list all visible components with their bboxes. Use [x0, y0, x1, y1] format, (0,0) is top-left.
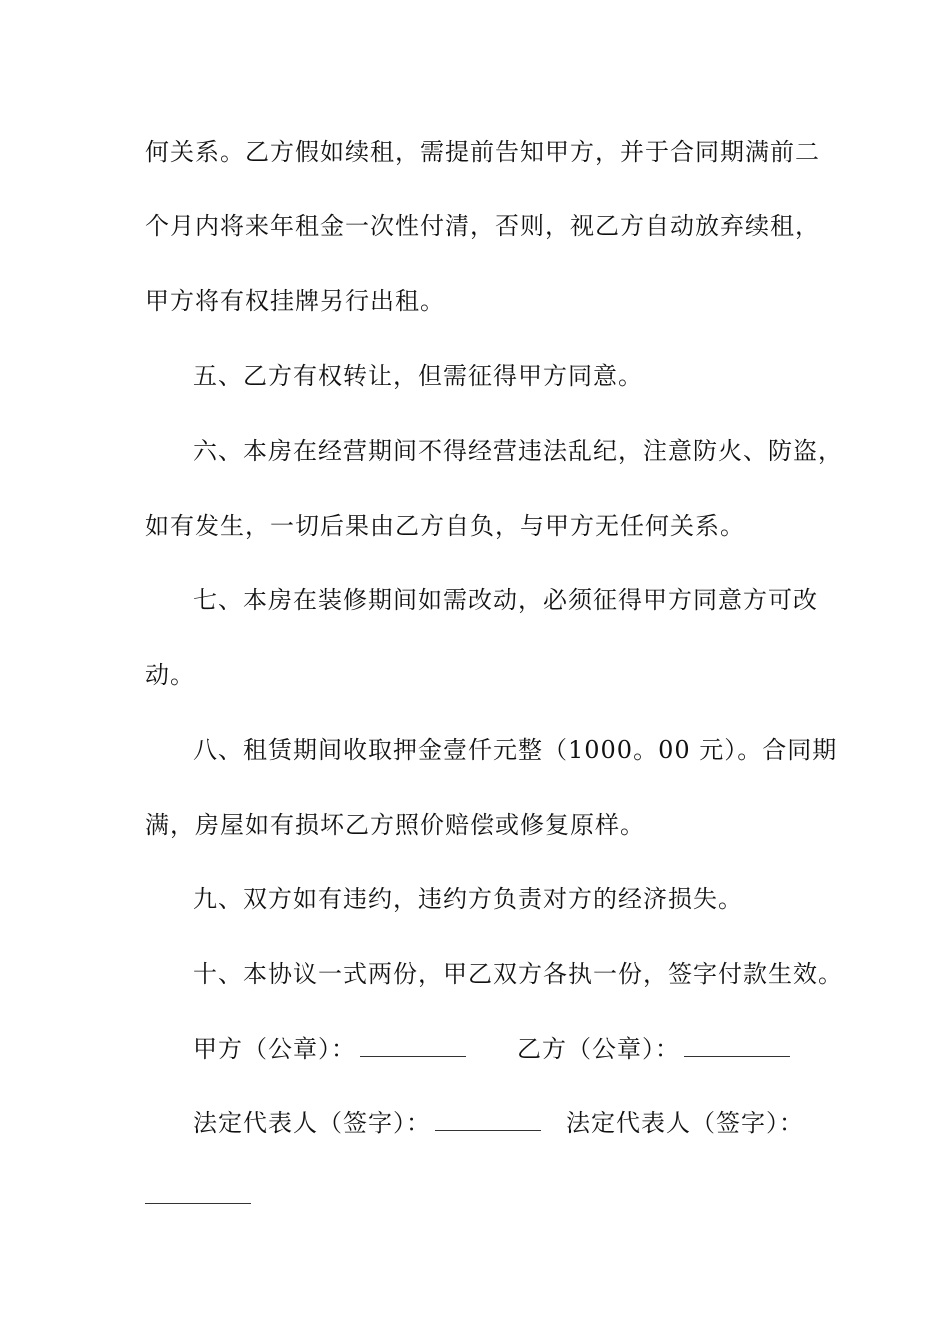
- clause-7-line-1: 七、本房在装修期间如需改动，必须征得甲方同意方可改: [193, 586, 818, 614]
- party-b-seal-row: [517, 1034, 790, 1064]
- party-a-seal-row: [193, 1034, 466, 1064]
- clause-4-line-3: 甲方将有权挂牌另行出租。: [145, 287, 445, 315]
- party-a-rep-blank[interactable]: [435, 1110, 541, 1131]
- party-a-seal-label: 甲方（公章）：: [193, 1035, 356, 1063]
- clause-4-line-1: 何关系。乙方假如续租，需提前告知甲方，并于合同期满前二: [145, 138, 820, 166]
- clause-6-line-2: 如有发生，一切后果由乙方自负，与甲方无任何关系。: [145, 512, 745, 540]
- party-b-rep-label: 法定代表人（签字）：: [566, 1109, 804, 1137]
- clause-10: 十、本协议一式两份，甲乙双方各执一份，签字付款生效。: [193, 960, 843, 988]
- party-a-seal-blank[interactable]: [360, 1036, 466, 1057]
- party-b-seal-blank[interactable]: [684, 1036, 790, 1057]
- clause-6-line-1: 六、本房在经营期间不得经营违法乱纪，注意防火、防盗，: [193, 437, 843, 465]
- clause-7-line-2: 动。: [145, 661, 195, 689]
- clause-5: 五、乙方有权转让，但需征得甲方同意。: [193, 362, 643, 390]
- party-a-rep-row: [193, 1108, 541, 1138]
- party-b-rep-blank[interactable]: [145, 1203, 251, 1204]
- clause-8-line-1: 八、租赁期间收取押金壹仟元整（1000。00 元）。合同期: [193, 736, 838, 764]
- party-a-rep-label: 法定代表人（签字）：: [193, 1109, 431, 1137]
- clause-9: 九、双方如有违约，违约方负责对方的经济损失。: [193, 885, 743, 913]
- clause-4-line-2: 个月内将来年租金一次性付清，否则，视乙方自动放弃续租，: [145, 212, 820, 240]
- party-b-seal-label: 乙方（公章）：: [517, 1035, 680, 1063]
- party-b-rep-row: [566, 1108, 804, 1138]
- clause-8-line-2: 满，房屋如有损坏乙方照价赔偿或修复原样。: [145, 811, 645, 839]
